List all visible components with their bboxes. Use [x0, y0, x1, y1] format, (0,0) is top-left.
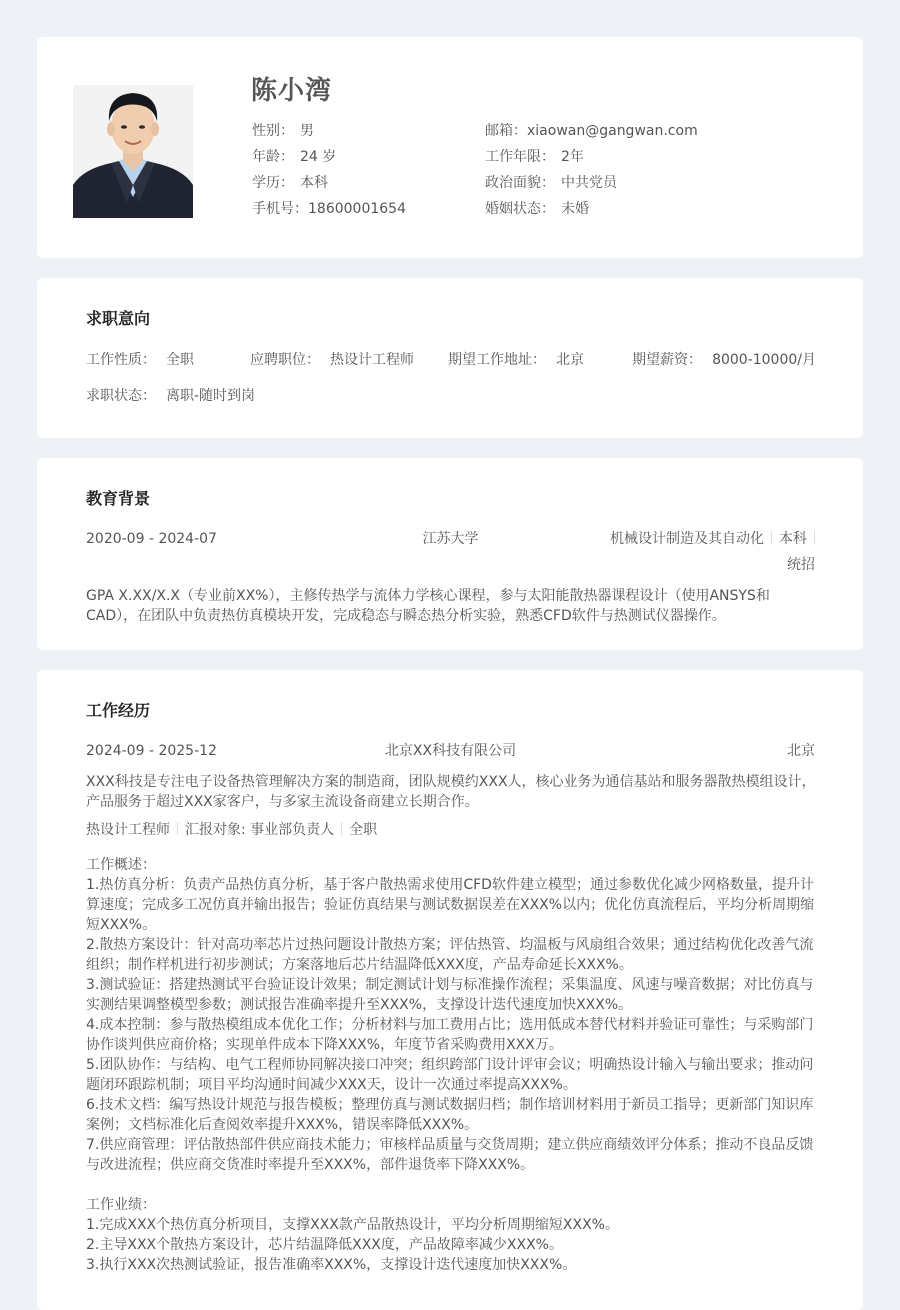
work-title: 工作经历 — [86, 701, 151, 720]
position-item — [250, 350, 414, 370]
education-description: GPA X.XX/X.X（专业前XX%），主修传热学与流体力学核心课程，参与太阳能散热器课程设计（使用ANSYS和CAD），在团队中负责热仿真模块开发，完成稳态与瞬态热分析实验，熟悉CFD软件与热测试仪器操作。 — [86, 588, 770, 624]
work-years-row — [485, 147, 698, 173]
education-level-label: 学历： — [252, 175, 294, 191]
gender-label: 性别： — [252, 123, 294, 139]
job-intent-title: 求职意向 — [86, 309, 151, 328]
report-to: 汇报对象: 事业部负责人 — [185, 822, 335, 838]
job-type: 全职 — [349, 822, 378, 838]
email-value: xiaowan@gangwan.com — [527, 123, 698, 139]
company-name: 北京XX科技有限公司 — [384, 743, 517, 759]
avatar — [73, 85, 193, 218]
company-description: XXX科技是专注电子设备热管理解决方案的制造商，团队规模约XXX人，核心业务为通信基站和服务器散热模组设计，产品服务于超过XXX家客户，与多家主流设备商建立长期合作。 — [86, 774, 816, 810]
education-header-row — [86, 529, 815, 549]
work-years-label: 工作年限： — [485, 149, 555, 165]
overview-item: 5.团队协作：与结构、电气工程师协同解决接口冲突；组织跨部门设计评审会议；明确热设计输入与输出要求；推动问题闭环跟踪机制；项目平均沟通时间减少XXX天，设计一次通过率提高XXX%。 — [86, 1057, 814, 1093]
phone-label: 手机号： — [252, 201, 308, 217]
political-value: 中共党员 — [561, 175, 617, 191]
age-label: 年龄： — [252, 149, 294, 165]
education-level-value: 本科 — [300, 175, 328, 191]
education-major-group — [610, 529, 815, 549]
work-experience-card — [37, 670, 863, 1310]
divider — [814, 531, 815, 544]
divider — [177, 822, 178, 835]
work-period: 2024-09 - 2025-12 — [86, 743, 217, 759]
political-label: 政治面貌： — [485, 175, 555, 191]
profile-card — [37, 37, 863, 258]
degree: 本科 — [779, 531, 807, 547]
salary-value: 8000-10000/月 — [712, 352, 816, 368]
position-label: 应聘职位： — [250, 352, 320, 368]
location-value: 北京 — [556, 352, 584, 368]
achievement-item: 2.主导XXX个散热方案设计，芯片结温降低XXX度，产品故障率减少XXX%。 — [86, 1237, 563, 1253]
role: 热设计工程师 — [86, 822, 170, 838]
work-city: 北京 — [787, 743, 815, 759]
status-value: 离职-随时到岗 — [166, 388, 256, 404]
status-label: 求职状态： — [86, 388, 156, 404]
job-type-item — [86, 350, 194, 370]
overview-item: 4.成本控制：参与散热模组成本优化工作；分析材料与加工费用占比；选用低成本替代材料并验证可靠性；与采购部门协作谈判供应商价格；实现单件成本下降XXX%，年度节省采购费用XXX万。 — [86, 1017, 814, 1053]
major: 机械设计制造及其自动化 — [610, 531, 764, 547]
overview-item: 7.供应商管理：评估散热部件供应商技术能力；审核样品质量与交货周期；建立供应商绩效评分体系；推动不良品反馈与改进流程；供应商交货准时率提升至XXX%，部件退货率下降XXX%。 — [86, 1137, 814, 1173]
achievement-item: 3.执行XXX次热测试验证，报告准确率XXX%，支撑设计迭代速度加快XXX%。 — [86, 1257, 577, 1273]
job-type-value: 全职 — [166, 352, 194, 368]
phone-value: 18600001654 — [308, 201, 406, 217]
job-intent-row-2 — [86, 386, 255, 406]
email-row — [485, 121, 698, 147]
gender-value: 男 — [300, 123, 314, 139]
marital-row — [485, 199, 698, 225]
political-row — [485, 173, 698, 199]
work-header-row — [86, 741, 815, 761]
overview-item: 6.技术文档：编写热设计规范与报告模板；整理仿真与测试数据归档；制作培训材料用于新员工指导；更新部门知识库案例；文档标准化后查阅效率提升XXX%，错误率降低XXX%。 — [86, 1097, 814, 1133]
job-type-label: 工作性质： — [86, 352, 156, 368]
salary-label: 期望薪资： — [632, 352, 703, 368]
salary-item — [632, 350, 816, 370]
education-card — [37, 458, 863, 650]
overview-item: 2.散热方案设计：针对高功率芯片过热问题设计散热方案；评估热管、均温板与风扇组合效果；通过结构优化改善气流组织；制作样机进行初步测试；方案落地后芯片结温降低XXX度，产品寿命延长XXX%。 — [86, 937, 814, 973]
role-tags — [86, 820, 377, 840]
enrollment-type: 统招 — [787, 557, 815, 573]
work-overview — [86, 855, 816, 1275]
achievements-title: 工作业绩： — [86, 1197, 156, 1213]
education-title: 教育背景 — [86, 489, 151, 508]
divider — [771, 531, 772, 544]
position-value: 热设计工程师 — [330, 352, 414, 368]
profile-info-right — [485, 121, 698, 225]
marital-value: 未婚 — [561, 201, 589, 217]
age-value: 24 岁 — [300, 149, 337, 165]
education-type-row — [86, 555, 815, 575]
age-row — [252, 147, 406, 173]
location-item — [448, 350, 584, 370]
email-label: 邮箱： — [485, 123, 527, 139]
overview-title: 工作概述： — [86, 857, 156, 873]
school-name: 江苏大学 — [422, 531, 479, 547]
candidate-name: 陈小湾 — [251, 76, 333, 106]
location-label: 期望工作地址： — [448, 352, 546, 368]
work-years-value: 2年 — [561, 149, 584, 165]
spacer — [86, 1175, 816, 1195]
overview-item: 1.热仿真分析：负责产品热仿真分析，基于客户散热需求使用CFD软件建立模型；通过参数优化减少网格数量，提升计算速度；完成多工况仿真并输出报告；验证仿真结果与测试数据误差在XXX%以内；优化仿真流程后，平均分析周期缩短XXX%。 — [86, 877, 815, 933]
education-level-row — [252, 173, 406, 199]
gender-row — [252, 121, 406, 147]
divider — [341, 822, 342, 835]
phone-row — [252, 199, 406, 225]
achievement-item: 1.完成XXX个热仿真分析项目，支撑XXX款产品散热设计，平均分析周期缩短XXX%。 — [86, 1217, 619, 1233]
marital-label: 婚姻状态： — [485, 201, 555, 217]
profile-info-left — [252, 121, 406, 225]
education-period: 2020-09 - 2024-07 — [86, 531, 217, 547]
overview-item: 3.测试验证：搭建热测试平台验证设计效果；制定测试计划与标准操作流程；采集温度、风速与噪音数据；对比仿真与实测结果调整模型参数；测试报告准确率提升至XXX%，支撑设计迭代速度加快XXX%。 — [86, 977, 814, 1013]
job-intent-card — [37, 278, 863, 438]
